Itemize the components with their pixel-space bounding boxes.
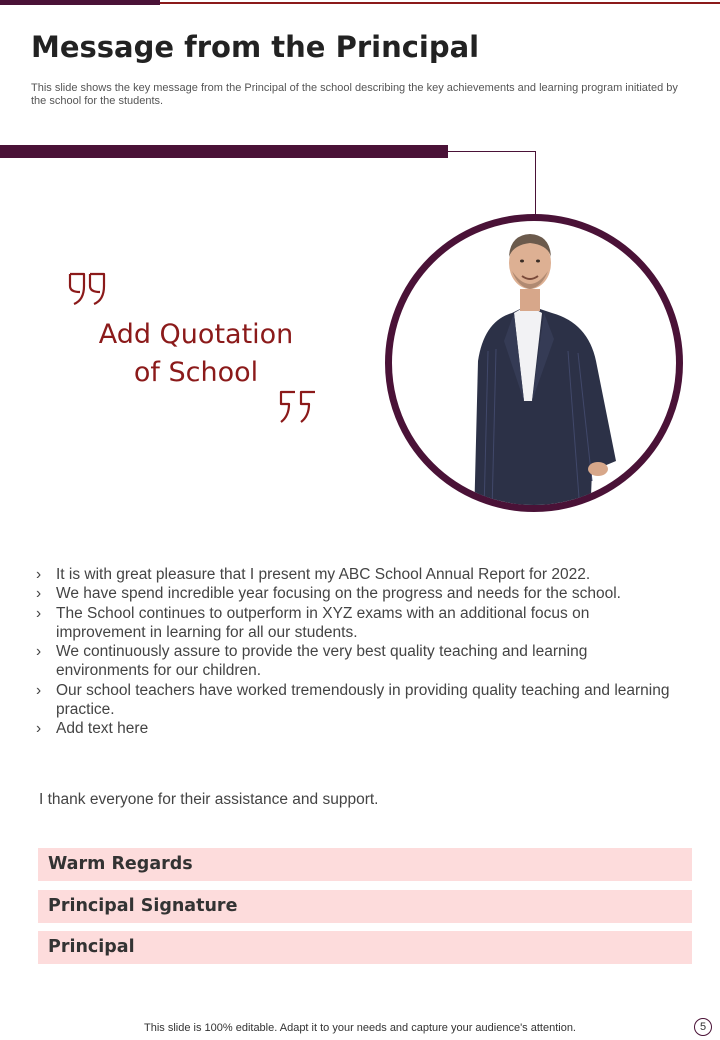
list-item-text: Our school teachers have worked tremendously in providing quality teaching and learning practice. bbox=[56, 681, 670, 719]
list-item bbox=[36, 719, 676, 738]
chevron-right-icon: › bbox=[36, 643, 42, 661]
list-item bbox=[36, 642, 676, 681]
list-item bbox=[36, 604, 676, 643]
top-accent-bar bbox=[0, 0, 160, 5]
chevron-right-icon: › bbox=[36, 566, 42, 583]
top-accent-line bbox=[160, 2, 720, 4]
footer-note: This slide is 100% editable. Adapt it to your needs and capture your audience's attention. bbox=[144, 1022, 576, 1034]
chevron-right-icon: › bbox=[36, 604, 42, 622]
page-title: Message from the Principal bbox=[31, 30, 480, 64]
principal-signature-box: Principal Signature bbox=[38, 890, 692, 923]
message-bullet-list bbox=[36, 565, 676, 739]
section-divider-bar bbox=[0, 145, 448, 158]
open-quote-icon bbox=[66, 270, 110, 308]
list-item bbox=[36, 584, 676, 603]
warm-regards-box: Warm Regards bbox=[38, 848, 692, 881]
quotation-line-1: Add Quotation bbox=[98, 319, 294, 350]
principal-figure bbox=[392, 221, 676, 505]
school-quotation bbox=[60, 316, 332, 392]
list-item bbox=[36, 681, 676, 720]
list-item bbox=[36, 565, 676, 584]
list-item-text: We have spend incredible year focusing on the progress and needs for the school. bbox=[56, 585, 621, 603]
page-subtitle: This slide shows the key message from the Principal of the school describing the key achievements and learning program initiated by the school for the students. bbox=[31, 82, 678, 107]
quotation-line-2: of School bbox=[133, 357, 259, 388]
list-item-text: Add text here bbox=[56, 720, 149, 738]
page-number: 5 bbox=[694, 1018, 712, 1036]
connector-line-horizontal bbox=[448, 151, 536, 152]
thanks-note: I thank everyone for their assistance and support. bbox=[39, 791, 379, 808]
chevron-right-icon: › bbox=[36, 720, 42, 738]
principal-role-box: Principal bbox=[38, 931, 692, 964]
list-item-text: It is with great pleasure that I present my ABC School Annual Report for 2022. bbox=[56, 566, 591, 583]
chevron-right-icon: › bbox=[36, 681, 42, 699]
close-quote-icon bbox=[275, 388, 319, 426]
principal-photo bbox=[385, 214, 683, 512]
list-item-text: We continuously assure to provide the very best quality teaching and learning environments for our children. bbox=[56, 643, 588, 680]
list-item-text: The School continues to outperform in XYZ exams with an additional focus on improvement in learning for all our students. bbox=[56, 604, 590, 641]
chevron-right-icon: › bbox=[36, 585, 42, 603]
connector-line-vertical bbox=[535, 151, 536, 221]
